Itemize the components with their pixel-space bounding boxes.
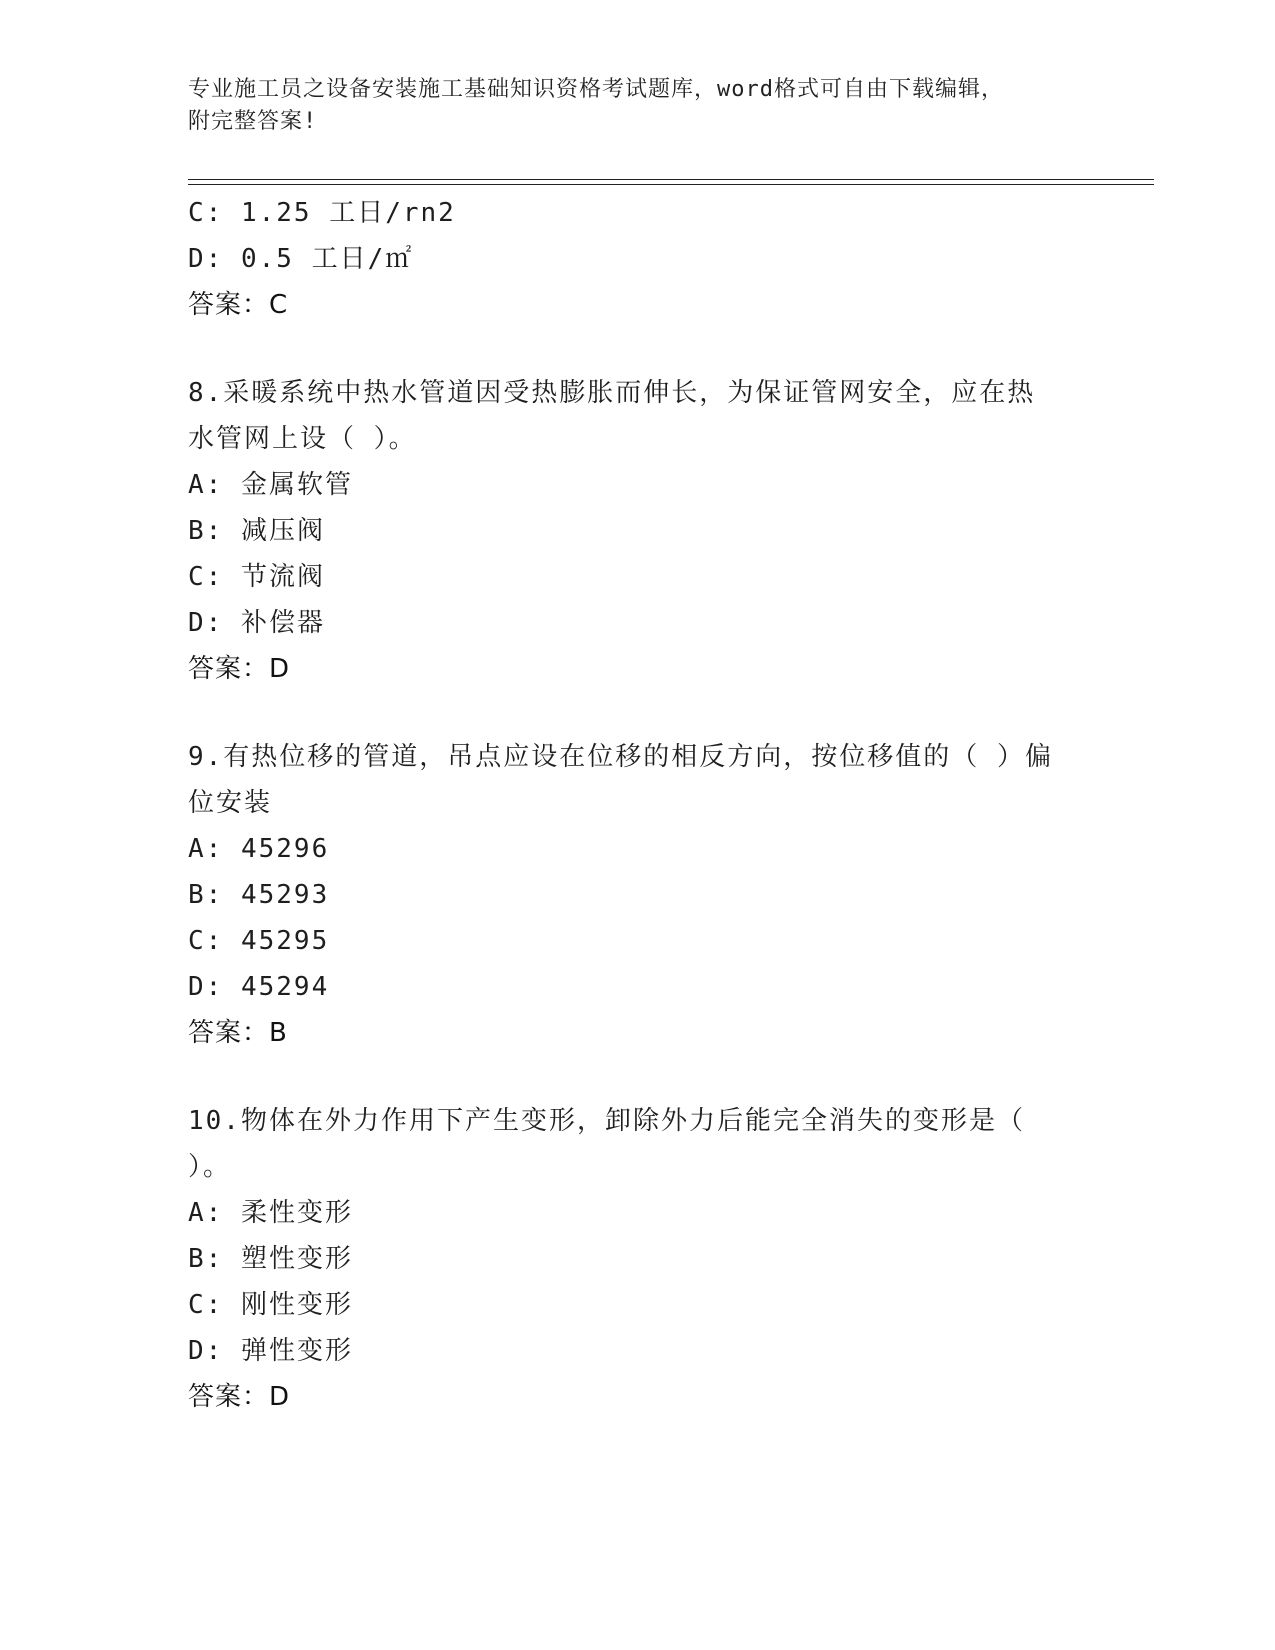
question-partial (188, 190, 1088, 328)
option-d: D: 补偿器 (188, 608, 325, 638)
option-d: D: 0.5 工日/㎡ (188, 244, 414, 274)
header-rule-bottom (188, 184, 1154, 185)
header-rule-top (188, 179, 1154, 180)
option-a: A: 45296 (188, 834, 330, 864)
answer-line: 答案：B (188, 1018, 288, 1048)
option-c: C: 节流阀 (188, 562, 325, 592)
question-text-line-2: 水管网上设（ ）。 (188, 424, 417, 454)
question-text-line-2: 位安装 (188, 788, 273, 818)
question-text-line-2: ）。 (188, 1152, 232, 1182)
option-b: B: 45293 (188, 880, 330, 910)
option-c: C: 刚性变形 (188, 1290, 353, 1320)
option-a: A: 柔性变形 (188, 1198, 353, 1228)
question-10 (188, 1098, 1088, 1420)
question-text-line-1: 9.有热位移的管道，吊点应设在位移的相反方向，按位移值的（ ）偏 (188, 742, 1053, 772)
header-line-2: 附完整答案! (188, 109, 318, 134)
question-8 (188, 370, 1088, 692)
question-9 (188, 734, 1088, 1056)
option-c: C: 45295 (188, 926, 330, 956)
answer-line: 答案：D (188, 1382, 291, 1412)
question-text-line-1: 10.物体在外力作用下产生变形，卸除外力后能完全消失的变形是（ (188, 1106, 1025, 1136)
document-body (188, 190, 1088, 1420)
option-c: C: 1.25 工日/rn2 (188, 198, 456, 228)
option-b: B: 减压阀 (188, 516, 325, 546)
option-a: A: 金属软管 (188, 470, 353, 500)
option-d: D: 45294 (188, 972, 330, 1002)
option-b: B: 塑性变形 (188, 1244, 353, 1274)
option-d: D: 弹性变形 (188, 1336, 353, 1366)
question-text-line-1: 8.采暖系统中热水管道因受热膨胀而伸长，为保证管网安全，应在热 (188, 378, 1036, 408)
answer-line: 答案：D (188, 654, 291, 684)
document-header (188, 74, 1088, 138)
header-line-1: 专业施工员之设备安装施工基础知识资格考试题库，word格式可自由下载编辑， (188, 77, 1004, 102)
answer-line: 答案：C (188, 290, 289, 320)
